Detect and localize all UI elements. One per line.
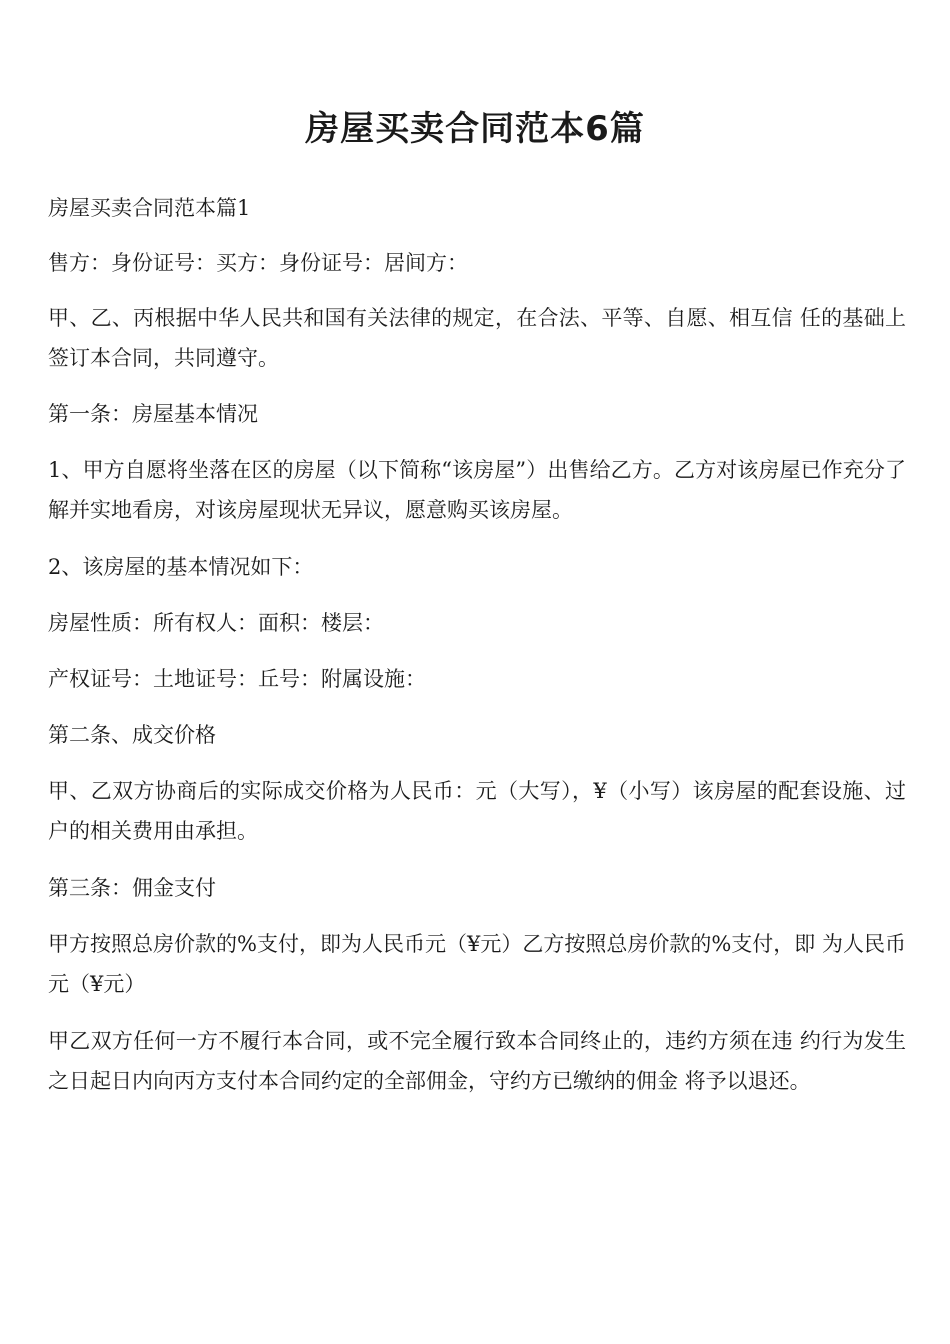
article-1-clause-1: 1、甲方自愿将坐落在区的房屋（以下简称“该房屋”）出售给乙方。乙方对该房屋已作充分了解并实地看房，对该房屋现状无异议，愿意购买该房屋。: [48, 458, 906, 522]
commission-paragraph: 甲方按照总房价款的%支付，即为人民币元（¥元）乙方按照总房价款的%支付，即 为人民币元（¥元）: [48, 932, 906, 996]
parties-line: 售方：身份证号：买方：身份证号：居间方：: [48, 251, 468, 275]
article-3-heading: 第三条：佣金支付: [48, 876, 216, 900]
document-title: 房屋买卖合同范本6篇: [305, 109, 645, 149]
article-1-heading: 第一条：房屋基本情况: [48, 402, 258, 426]
breach-paragraph: 甲乙双方任何一方不履行本合同，或不完全履行致本合同终止的，违约方须在违 约行为发生之日起日内向丙方支付本合同约定的全部佣金，守约方已缴纳的佣金 将予以退还。: [48, 1029, 906, 1093]
section-heading: 房屋买卖合同范本篇1: [48, 196, 251, 220]
article-1-clause-2: 2、该房屋的基本情况如下：: [48, 555, 314, 579]
price-paragraph: 甲、乙双方协商后的实际成交价格为人民币：元（大写），¥（小写）该房屋的配套设施、过户的相关费用由承担。: [48, 779, 906, 843]
article-2-heading: 第二条、成交价格: [48, 723, 216, 747]
preamble-paragraph: 甲、乙、丙根据中华人民共和国有关法律的规定，在合法、平等、自愿、相互信 任的基础上签订本合同，共同遵守。: [48, 306, 906, 370]
property-info-line-1: 房屋性质：所有权人：面积：楼层：: [48, 611, 384, 635]
property-info-line-2: 产权证号：土地证号：丘号：附属设施：: [48, 667, 426, 691]
